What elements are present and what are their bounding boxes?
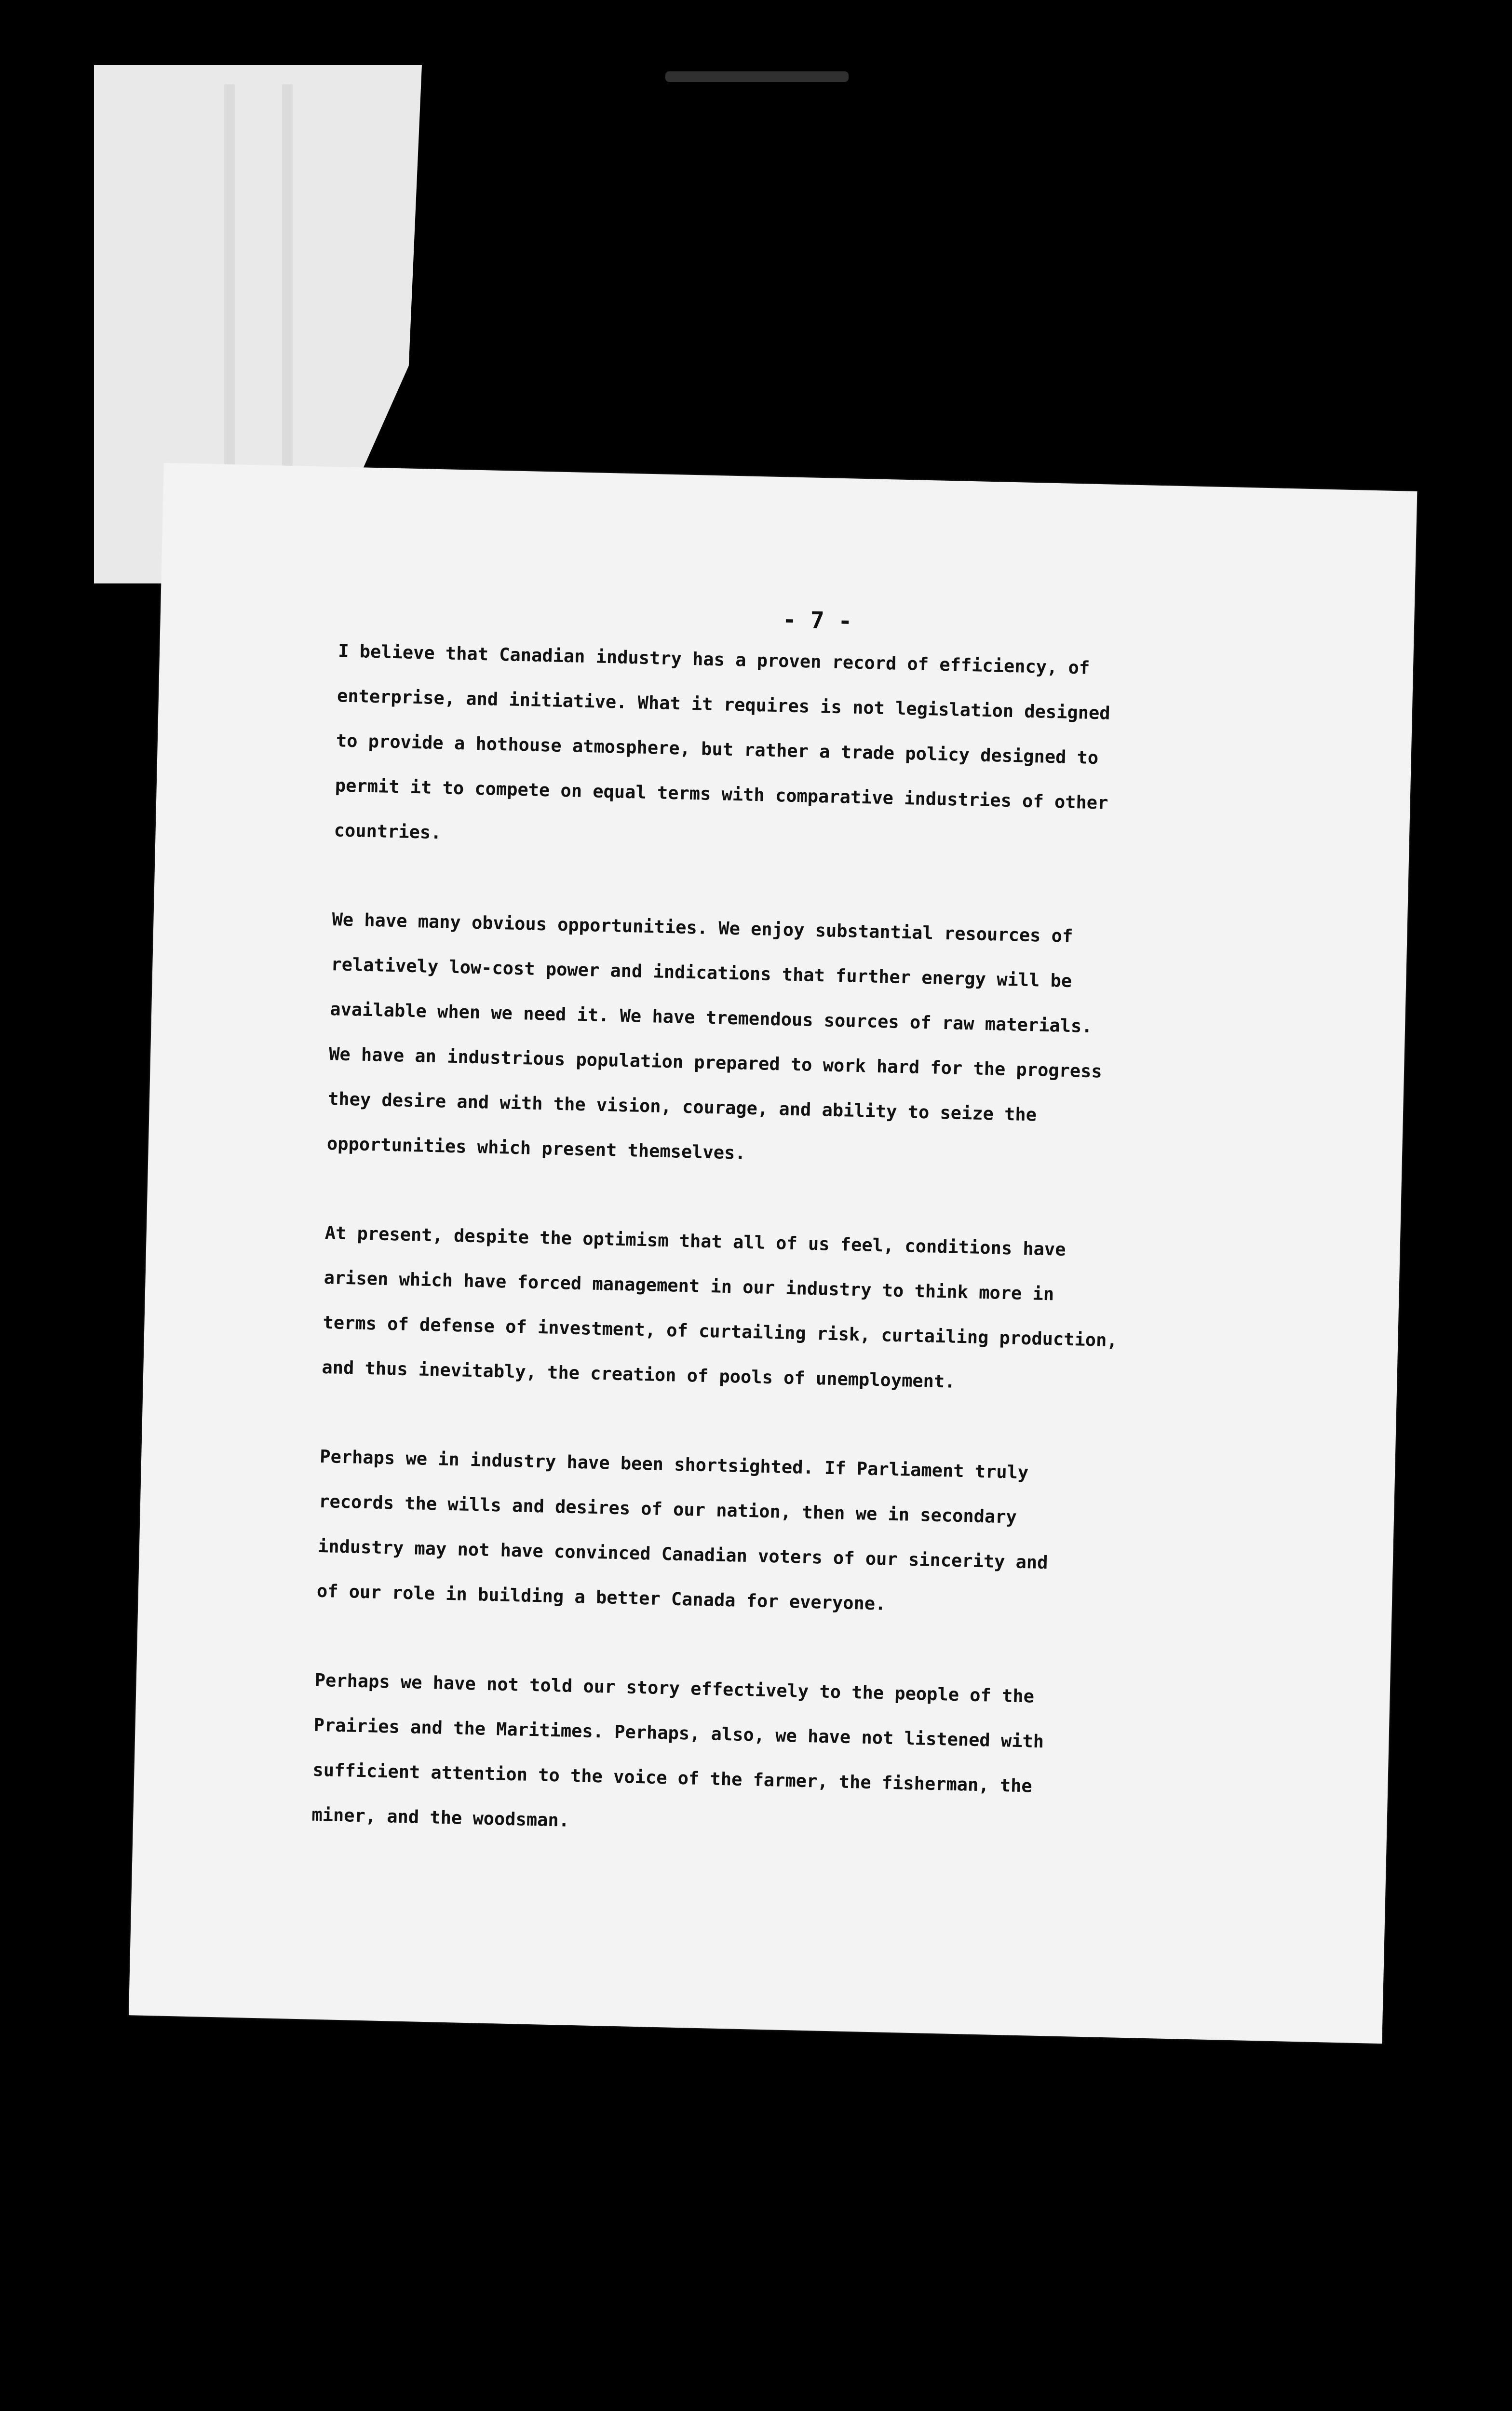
paragraph-1: I believe that Canadian industry has a proven record of efficiency, of enterprise, and initiative. What it requires is not legislation designed to provide a hothouse atmosphere, but rather a trade policy designed to permit it to compete on equal terms with comparative industries of other countries. xyxy=(334,640,1111,843)
paragraph-5: Perhaps we have not told our story effectively to the people of the Prairies and the Maritimes. Perhaps, also, we have not listened with sufficient attention to the voice of the farmer, the fisherman, the miner, and the woodsman. xyxy=(311,1669,1044,1831)
paragraph-2: We have many obvious opportunities. We enjoy substantial resources of relatively low-cost power and indications that further energy will be available when we need it. We have tremendous sources of raw materials. We have an industrious population prepared to work hard for the progress they desire and with the vision, courage, and ability to seize the opportunities which present themselves. xyxy=(326,909,1103,1164)
bleed-through-text xyxy=(224,84,340,480)
film-smudge xyxy=(665,71,849,82)
paragraph-4: Perhaps we in industry have been shortsighted. If Parliament truly records the wills and desires of our nation, then we in secondary industry may not have convinced Canadian voters of our sincerity and of our role in building a better Canada for everyone. xyxy=(316,1446,1048,1614)
page-number: - 7 - xyxy=(782,606,853,635)
page-body xyxy=(310,628,1278,1903)
document-page xyxy=(129,463,1417,2044)
paragraph-3: At present, despite the optimism that all of us feel, conditions have arisen which have forced management in our industry to think more in terms of defense of investment, of curtailing risk, curtailing production, and thus inevitably, the creation of pools of unemployment. xyxy=(322,1222,1118,1392)
